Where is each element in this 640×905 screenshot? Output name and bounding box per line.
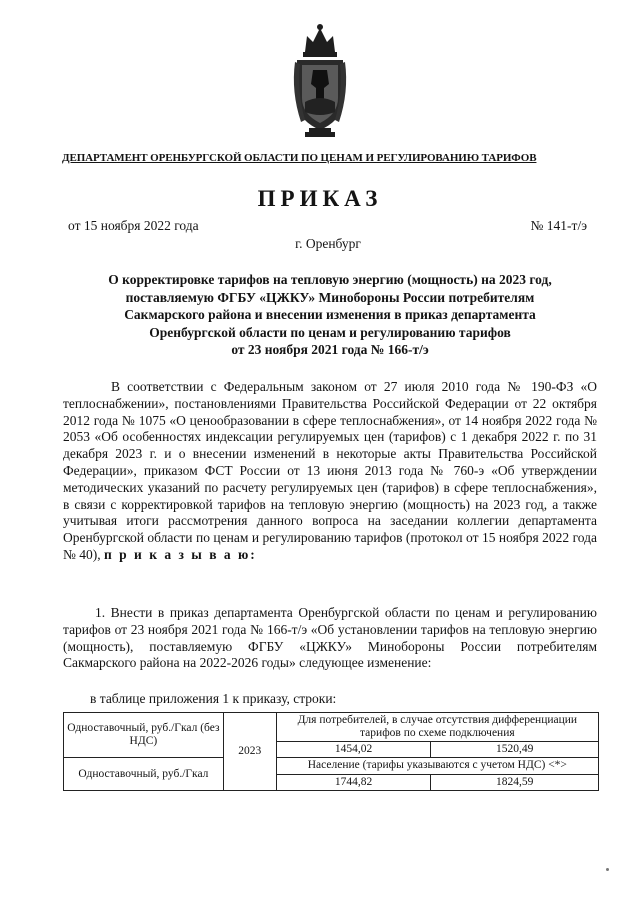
subject-line: О корректировке тарифов на тепловую энергию (мощность) на 2023 год, <box>108 272 552 287</box>
order-number: № 141-т/э <box>530 218 587 233</box>
table-row <box>64 758 599 775</box>
year-cell: 2023 <box>223 713 276 791</box>
subject-line: от 23 ноября 2021 года № 166-т/э <box>231 342 429 357</box>
consumer-group-header: Население (тарифы указываются с учетом НДС) <*> <box>276 758 598 775</box>
document-type: ПРИКАЗ <box>257 186 383 211</box>
tariff-value: 1824,59 <box>431 774 599 791</box>
coat-of-arms-icon <box>291 22 349 140</box>
tariff-value: 1744,82 <box>276 774 431 791</box>
order-word: п р и к а з ы в а ю: <box>104 546 257 562</box>
preamble-text: В соответствии с Федеральным законом от 27 июля 2010 года № 190-ФЗ «О теплоснабжении», постановлениями Правительства Российской Федерации от 22 октября 2012 года № 1075 «О ценообразовании в сфере теплоснабжения», от 14 ноября 2022 года № 2053 «Об особенностях индексации регулируемых цен (тарифов) с 1 декабря 2022 г. по 31 декабря 2023 г. и о внесении изменений в некоторые акты Правительства Российской Федерации», приказом ФСТ России от 13 июня 2013 года № 760-э «Об утверждении методических указаний по расчету регулируемых цен (тарифов) в сфере теплоснабжения», в связи с корректировкой тарифов на тепловую энергию (мощность) на 2023 год, а также учитывая итоги рассмотрения данного вопроса на заседании коллегии департамента Оренбургской области по ценам и регулированию тарифов (протокол от 15 ноября 2022 года № 40), <box>63 379 597 562</box>
row-label: Одноставочный, руб./Гкал (без НДС) <box>64 713 224 758</box>
consumer-group-header: Для потребителей, в случае отсутствия дифференциации тарифов по схеме подключения <box>276 713 598 742</box>
table-row <box>64 713 599 742</box>
department-name: ДЕПАРТАМЕНТ ОРЕНБУРГСКОЙ ОБЛАСТИ ПО ЦЕНАМ И РЕГУЛИРОВАНИЮ ТАРИФОВ <box>62 152 537 164</box>
preamble-paragraph <box>63 379 597 564</box>
order-subject <box>70 271 590 359</box>
scan-speck <box>606 868 609 871</box>
row-label: Одноставочный, руб./Гкал <box>64 758 224 791</box>
subject-line: поставляемую ФГБУ «ЦЖКУ» Минобороны России потребителям <box>125 289 535 305</box>
order-city: г. Оренбург <box>295 236 361 251</box>
clause-1-paragraph: 1. Внести в приказ департамента Оренбургской области по ценам и регулированию тарифов от 23 ноября 2021 года № 166-т/э «Об установлении тарифов на тепловую энергию (мощность), поставляемую ФГБУ «ЦЖКУ» Минобороны России потребителям Сакмарского района на 2022-2026 годы» следующее изменение: <box>63 605 597 671</box>
tariff-table <box>63 712 599 791</box>
subject-line: Сакмарского района и внесении изменения в приказ департамента <box>124 307 536 322</box>
order-date: от 15 ноября 2022 года <box>68 218 199 233</box>
subject-line: Оренбургской области по ценам и регулированию тарифов <box>149 324 511 340</box>
tariff-value: 1454,02 <box>276 742 431 758</box>
tariff-value: 1520,49 <box>431 742 599 758</box>
table-lead-text: в таблице приложения 1 к приказу, строки: <box>90 691 337 706</box>
